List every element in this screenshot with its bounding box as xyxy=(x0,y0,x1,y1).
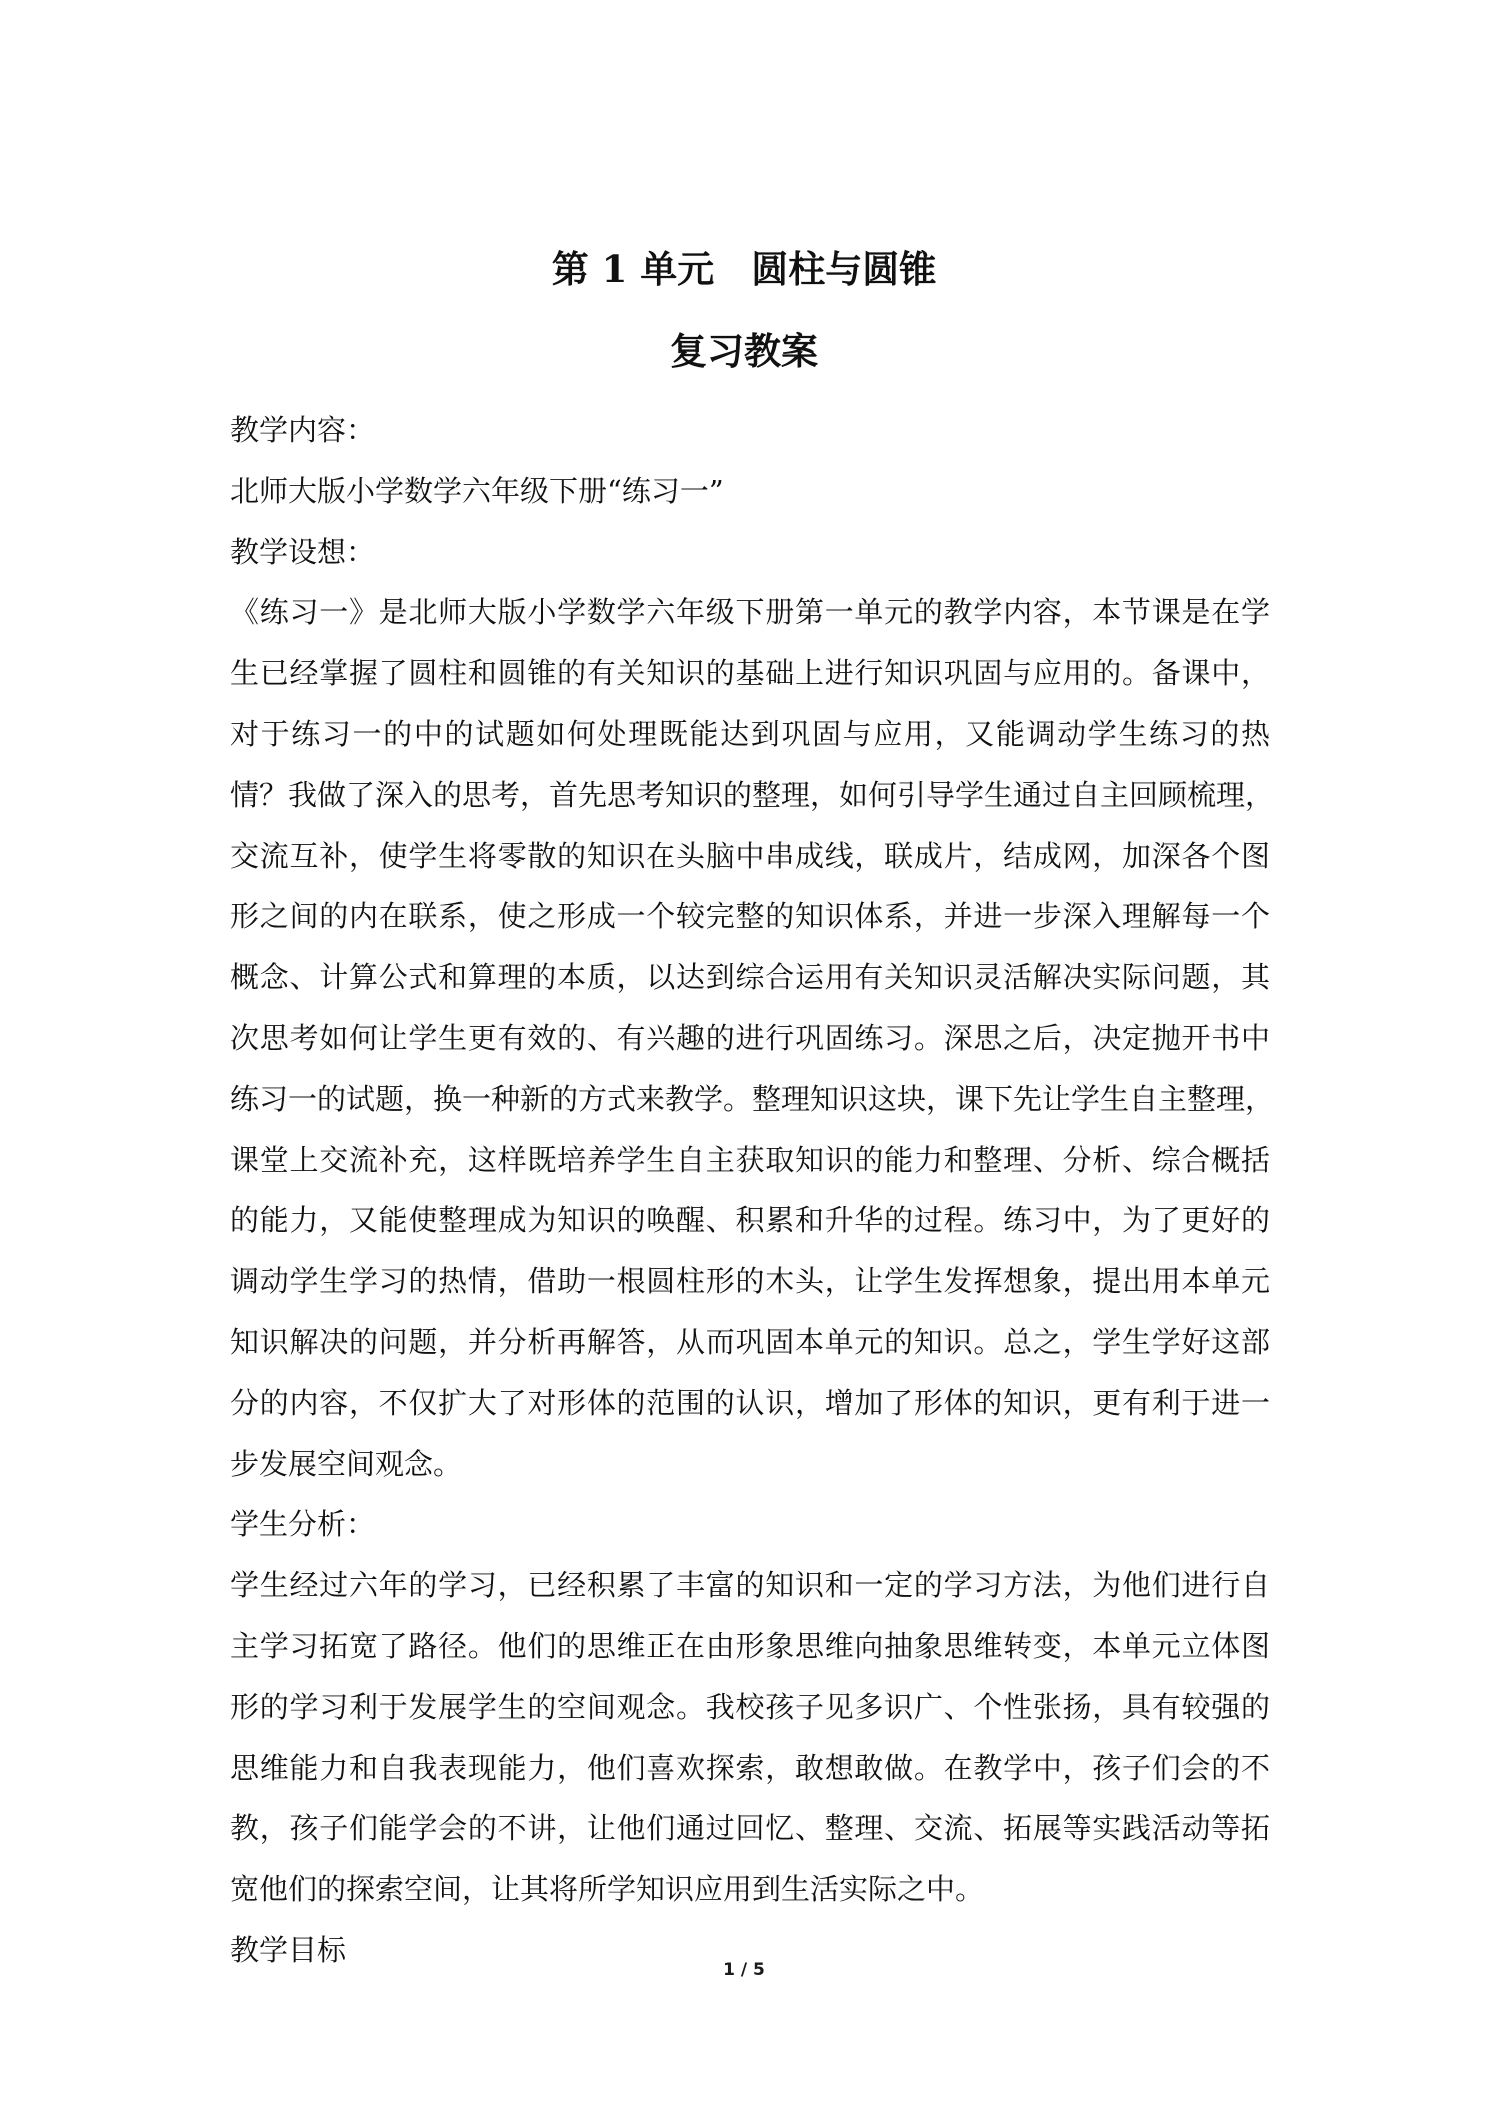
document-title: 第 1 单元 圆柱与圆锥 xyxy=(551,247,937,291)
document-body xyxy=(230,400,1275,1981)
paragraph-line: 情？我做了深入的思考，首先思考知识的整理，如何引导学生通过自主回顾梳理， xyxy=(230,777,1275,812)
page-number: 1 / 5 xyxy=(723,1960,765,1980)
paragraph-line: 教，孩子们能学会的不讲，让他们通过回忆、整理、交流、拓展等实践活动等拓 xyxy=(230,1811,1270,1846)
teaching-design-paragraph xyxy=(230,582,1275,1494)
paragraph-line: 次思考如何让学生更有效的、有兴趣的进行巩固练习。深思之后，决定抛开书中 xyxy=(230,1020,1270,1055)
document-subtitle: 复习教案 xyxy=(670,329,818,373)
section-heading-teaching-goals: 教学目标 xyxy=(230,1932,347,1967)
paragraph-line: 的能力，又能使整理成为知识的唤醒、积累和升华的过程。练习中，为了更好的 xyxy=(230,1203,1270,1238)
paragraph-line: 形之间的内在联系，使之形成一个较完整的知识体系，并进一步深入理解每一个 xyxy=(230,899,1270,934)
paragraph-line: 步发展空间观念。 xyxy=(230,1446,463,1481)
section-heading-teaching-design: 教学设想： xyxy=(230,534,376,569)
paragraph-line: 生已经掌握了圆柱和圆锥的有关知识的基础上进行知识巩固与应用的。备课中， xyxy=(230,656,1270,691)
paragraph-line: 练习一的试题，换一种新的方式来教学。整理知识这块，课下先让学生自主整理， xyxy=(230,1081,1275,1116)
paragraph-line: 调动学生学习的热情，借助一根圆柱形的木头，让学生发挥想象，提出用本单元 xyxy=(230,1264,1270,1299)
paragraph-line: 交流互补，使学生将零散的知识在头脑中串成线，联成片，结成网，加深各个图 xyxy=(230,838,1270,873)
paragraph-line: 分的内容，不仅扩大了对形体的范围的认识，增加了形体的知识，更有利于进一 xyxy=(230,1385,1270,1420)
section-heading-student-analysis: 学生分析： xyxy=(230,1507,376,1542)
teaching-content-text xyxy=(230,461,1270,522)
paragraph-line: 课堂上交流补充，这样既培养学生自主获取知识的能力和整理、分析、综合概括 xyxy=(230,1142,1270,1177)
paragraph-line: 概念、计算公式和算理的本质，以达到综合运用有关知识灵活解决实际问题，其 xyxy=(230,960,1270,995)
section-heading-teaching-content: 教学内容： xyxy=(230,413,376,447)
paragraph-line: 知识解决的问题，并分析再解答，从而巩固本单元的知识。总之，学生学好这部 xyxy=(230,1324,1270,1359)
paragraph-line: 形的学习利于发展学生的空间观念。我校孩子见多识广、个性张扬，具有较强的 xyxy=(230,1689,1270,1724)
paragraph-line: 学生经过六年的学习，已经积累了丰富的知识和一定的学习方法，为他们进行自 xyxy=(230,1568,1270,1603)
paragraph-line: 思维能力和自我表现能力，他们喜欢探索，敢想敢做。在教学中，孩子们会的不 xyxy=(230,1750,1270,1785)
paragraph-line: 对于练习一的中的试题如何处理既能达到巩固与应用，又能调动学生练习的热 xyxy=(230,716,1270,751)
paragraph-line: 北师大版小学数学六年级下册“练习一” xyxy=(230,473,724,508)
paragraph-line: 主学习拓宽了路径。他们的思维正在由形象思维向抽象思维转变，本单元立体图 xyxy=(230,1628,1270,1663)
paragraph-line: 宽他们的探索空间，让其将所学知识应用到生活实际之中。 xyxy=(230,1872,985,1907)
student-analysis-paragraph xyxy=(230,1555,1270,1920)
paragraph-line: 《练习一》是北师大版小学数学六年级下册第一单元的教学内容，本节课是在学 xyxy=(230,595,1270,630)
